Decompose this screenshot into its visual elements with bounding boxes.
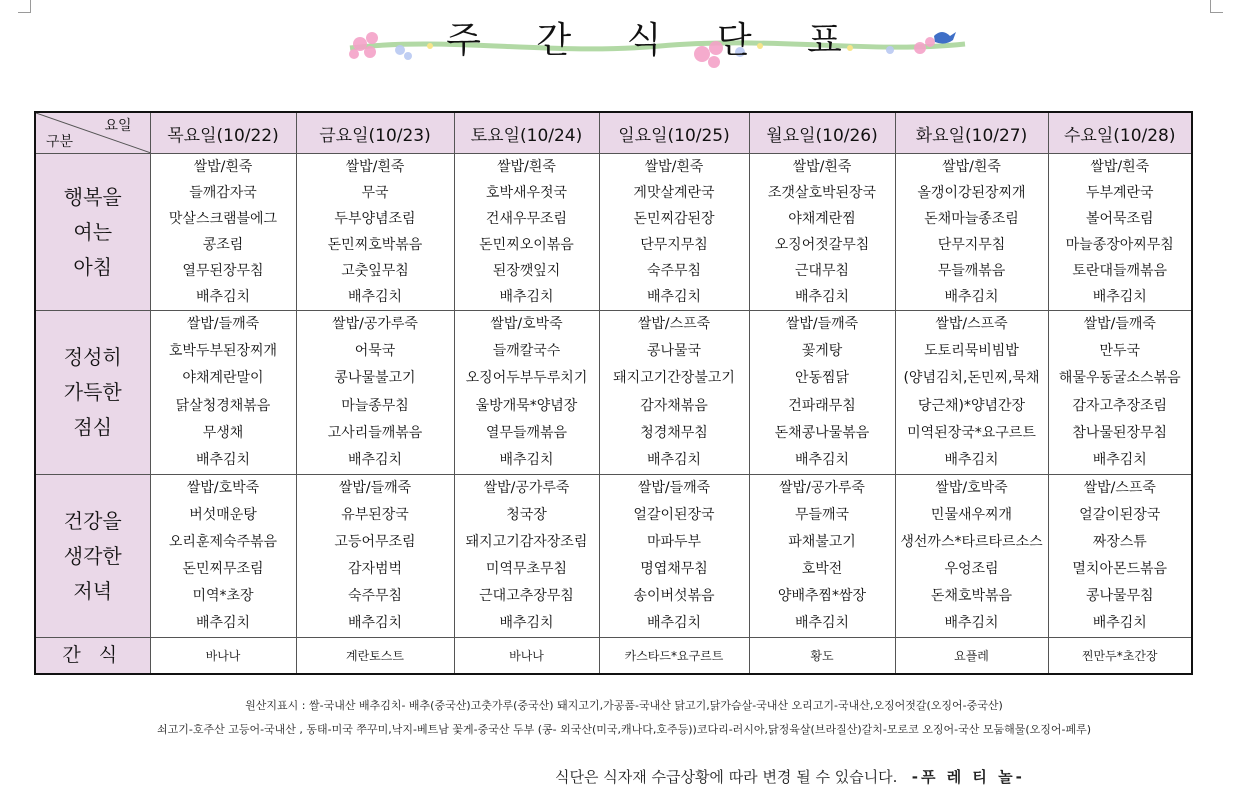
menu-item: 두부양념조림 xyxy=(334,211,416,227)
snack-item: 바나나 xyxy=(150,638,296,675)
menu-item: 건파래무침 xyxy=(788,397,856,414)
menu-item: 미역무초무침 xyxy=(485,561,568,578)
menu-cell xyxy=(296,311,454,475)
menu-item: 볼어묵조림 xyxy=(1085,211,1154,227)
menu-item: 청국장 xyxy=(506,507,547,524)
menu-item: 돈민찌오이볶음 xyxy=(479,237,574,253)
menu-item: 근대무침 xyxy=(794,263,850,279)
menu-cell xyxy=(895,475,1048,638)
snack-item: 찐만두*초간장 xyxy=(1048,638,1192,675)
menu-cell xyxy=(599,311,749,475)
snack-item: 황도 xyxy=(749,638,895,675)
meal-label-line: 저녁 xyxy=(73,578,113,603)
menu-item: 무들깨볶음 xyxy=(937,263,1006,279)
menu-item: 오징어젓갈무침 xyxy=(774,237,870,253)
menu-item: 열무된장무침 xyxy=(182,263,264,279)
menu-item: 감자범벅 xyxy=(347,561,403,578)
menu-cell xyxy=(150,311,296,475)
menu-item: 양배추찜*쌈장 xyxy=(777,588,867,605)
menu-item: 참나물된장무침 xyxy=(1072,424,1168,441)
menu-item: 마늘종장아찌무침 xyxy=(1065,237,1174,253)
menu-item: 쌀밥/흰죽 xyxy=(1090,159,1150,175)
menu-item: 배추김치 xyxy=(794,451,850,468)
menu-item: 무들깨국 xyxy=(794,507,850,524)
menu-item: 호박새우젓국 xyxy=(485,185,568,201)
menu-item: 짜장스튜 xyxy=(1092,534,1147,551)
title-banner xyxy=(330,6,980,68)
menu-item: 쌀밥/흰죽 xyxy=(497,159,556,175)
menu-item: 쌀밥/호박죽 xyxy=(935,480,1008,497)
menu-item: 버섯매운탕 xyxy=(189,507,257,524)
menu-item: 울방개묵*양념장 xyxy=(475,397,578,414)
menu-cell xyxy=(296,475,454,638)
menu-item: 쌀밥/공가루죽 xyxy=(332,316,418,332)
menu-item: 고춧잎무침 xyxy=(341,263,409,279)
footer-text: 식단은 식자재 수급상황에 따라 변경 될 수 있습니다. xyxy=(555,768,898,786)
origin-notes xyxy=(0,694,1248,742)
menu-item: 배추김치 xyxy=(646,289,702,305)
menu-cell xyxy=(296,154,454,311)
menu-item: 콩나물무침 xyxy=(1085,588,1154,605)
menu-item: 호박두부된장찌개 xyxy=(168,343,278,360)
menu-item: 배추김치 xyxy=(499,289,554,305)
day-header: 수요일(10/28) xyxy=(1048,112,1192,154)
meal-label-line: 가득한 xyxy=(63,380,122,405)
menu-item: 열무들깨볶음 xyxy=(485,424,568,441)
menu-cell xyxy=(895,311,1048,475)
menu-cell xyxy=(1048,154,1192,311)
menu-item: 안동찜닭 xyxy=(794,370,850,387)
menu-item: 오리훈제숙주볶음 xyxy=(168,534,278,551)
menu-item: 숙주무침 xyxy=(347,588,403,605)
snack-label: 간 식 xyxy=(35,638,150,675)
menu-item: 얼갈이된장국 xyxy=(633,507,715,524)
menu-item: 배추김치 xyxy=(195,289,251,305)
menu-item: 쌀밥/들깨죽 xyxy=(338,480,412,497)
corner-mark-top-right xyxy=(1210,0,1223,13)
header-row xyxy=(35,112,1192,154)
meal-label-line: 정성히 xyxy=(63,345,122,370)
menu-item: 배추김치 xyxy=(347,289,403,305)
menu-item: 들깨감자국 xyxy=(189,185,257,201)
menu-item: 무국 xyxy=(361,185,389,201)
menu-item: 닭살청경채볶음 xyxy=(175,397,271,414)
menu-item: 쌀밥/흰죽 xyxy=(193,159,253,175)
menu-item: 쌀밥/들깨죽 xyxy=(637,480,711,497)
menu-item: 생선까스*타르타르소스 xyxy=(900,534,1043,551)
menu-cell xyxy=(1048,475,1192,638)
menu-item: 돈민찌호박볶음 xyxy=(327,237,423,253)
menu-item: 고사리들깨볶음 xyxy=(327,424,423,441)
menu-item: 감자채볶음 xyxy=(640,397,708,414)
menu-item: 된장깻잎지 xyxy=(492,263,561,279)
menu-item: 민물새우찌개 xyxy=(930,507,1013,524)
snack-item: 바나나 xyxy=(454,638,599,675)
menu-item: 돈채호박볶음 xyxy=(930,588,1013,605)
menu-item: 청경채무침 xyxy=(640,424,708,441)
menu-item: 마늘종무침 xyxy=(341,397,409,414)
meal-label xyxy=(35,154,150,311)
menu-item: 돈민찌감된장 xyxy=(633,211,715,227)
snack-row xyxy=(35,638,1192,675)
breakfast-row xyxy=(35,154,1192,311)
menu-cell xyxy=(895,154,1048,311)
menu-item: 쌀밥/스프죽 xyxy=(1083,480,1156,497)
menu-item: 콩나물국 xyxy=(646,343,702,360)
menu-item: 멸치아몬드볶음 xyxy=(1072,561,1168,578)
menu-item: 배추김치 xyxy=(1092,615,1147,632)
menu-item: 배추김치 xyxy=(347,615,403,632)
menu-item: 돼지고기간장불고기 xyxy=(613,370,735,387)
menu-item: 미역된장국*요구르트 xyxy=(907,424,1036,441)
menu-item: 해물우동굴소스볶음 xyxy=(1058,370,1181,387)
menu-cell xyxy=(150,154,296,311)
menu-item: 호박전 xyxy=(801,561,843,578)
menu-item: 오징어두부두루치기 xyxy=(465,370,588,387)
day-header: 목요일(10/22) xyxy=(150,112,296,154)
dinner-row xyxy=(35,475,1192,638)
menu-item: 감자고추장조림 xyxy=(1072,397,1168,414)
menu-item: 돈민찌무조림 xyxy=(182,561,264,578)
menu-cell xyxy=(599,475,749,638)
weekly-menu-table xyxy=(34,111,1193,675)
menu-item: 쌀밥/공가루죽 xyxy=(779,480,865,497)
menu-item: 쌀밥/스프죽 xyxy=(637,316,711,332)
menu-item: 당근채)*양념간장 xyxy=(917,397,1026,414)
menu-item: 배추김치 xyxy=(1092,289,1147,305)
menu-item: 돈채콩나물볶음 xyxy=(774,424,870,441)
menu-item: 쌀밥/호박죽 xyxy=(186,480,260,497)
origin-note-line: 원산지표시 : 쌀-국내산 배추김치- 배추(중국산)고춧가루(중국산) 돼지고기,가공품-국내산 닭고기,닭가슴살-국내산 오리고기-국내산,오징어젓갈(오징어-중국산) xyxy=(245,699,1003,712)
menu-item: 배추김치 xyxy=(646,615,702,632)
menu-cell xyxy=(150,475,296,638)
menu-item: 단무지무침 xyxy=(640,237,708,253)
menu-item: 숙주무침 xyxy=(646,263,702,279)
meal-label-line: 아침 xyxy=(73,254,113,279)
footer-notice xyxy=(555,766,1025,787)
origin-note-line: 쇠고기-호주산 고등어-국내산 , 동태-미국 쭈꾸미,낙지-베트남 꽃게-중국산 두부 (콩- 외국산(미국,캐나다,호주등))코다리-러시아,닭정육살(브라질산)갈치-모로코 오징어-국산 모둠해물(오징어-페루) xyxy=(156,723,1092,736)
menu-item: 도토리묵비빔밥 xyxy=(924,343,1019,360)
menu-cell xyxy=(749,154,895,311)
meal-label xyxy=(35,311,150,475)
day-header: 월요일(10/26) xyxy=(749,112,895,154)
menu-item: 어묵국 xyxy=(354,343,396,360)
menu-item: 배추김치 xyxy=(944,615,999,632)
menu-item: 들깨칼국수 xyxy=(492,343,561,360)
snack-item: 요플레 xyxy=(895,638,1048,675)
menu-item: 명엽채무침 xyxy=(640,561,708,578)
menu-item: 쌀밥/흰죽 xyxy=(942,159,1001,175)
menu-item: 배추김치 xyxy=(347,451,403,468)
meal-label-line: 건강을 xyxy=(63,508,122,533)
menu-cell xyxy=(599,154,749,311)
menu-item: (양념김치,돈민찌,묵채 xyxy=(903,370,1040,387)
snack-item: 계란토스트 xyxy=(296,638,454,675)
menu-item: 배추김치 xyxy=(195,451,251,468)
menu-item: 배추김치 xyxy=(794,289,850,305)
meal-label-line: 행복을 xyxy=(63,184,122,209)
menu-item: 우엉조림 xyxy=(944,561,999,578)
menu-item: 돈채마늘종조림 xyxy=(924,211,1019,227)
menu-item: 근대고추장무침 xyxy=(479,588,574,605)
menu-item: 게맛살계란국 xyxy=(633,185,715,201)
menu-item: 건새우무조림 xyxy=(485,211,568,227)
menu-item: 파채불고기 xyxy=(788,534,856,551)
menu-item: 올갱이강된장찌개 xyxy=(917,185,1026,201)
menu-item: 두부계란국 xyxy=(1085,185,1154,201)
menu-cell xyxy=(749,311,895,475)
menu-item: 돼지고기감자장조림 xyxy=(465,534,588,551)
lunch-row xyxy=(35,311,1192,475)
menu-cell xyxy=(454,311,599,475)
corner-label-day: 요일 xyxy=(104,118,132,134)
menu-item: 배추김치 xyxy=(499,451,554,468)
menu-item: 쌀밥/호박죽 xyxy=(490,316,563,332)
meal-label xyxy=(35,475,150,638)
menu-item: 쌀밥/들깨죽 xyxy=(186,316,260,332)
menu-item: 송이버섯볶음 xyxy=(633,588,715,605)
day-header: 토요일(10/24) xyxy=(454,112,599,154)
corner-cell xyxy=(35,112,150,154)
menu-item: 무생채 xyxy=(202,424,244,441)
menu-item: 유부된장국 xyxy=(341,507,409,524)
menu-item: 콩나물불고기 xyxy=(334,370,416,387)
menu-item: 토란대들깨볶음 xyxy=(1072,263,1168,279)
menu-item: 쌀밥/흰죽 xyxy=(792,159,852,175)
menu-item: 야채계란찜 xyxy=(788,211,856,227)
day-header: 화요일(10/27) xyxy=(895,112,1048,154)
day-header: 금요일(10/23) xyxy=(296,112,454,154)
meal-label-line: 여는 xyxy=(73,219,113,244)
meal-label-line: 점심 xyxy=(73,415,113,440)
menu-item: 배추김치 xyxy=(1092,451,1147,468)
snack-item: 카스타드*요구르트 xyxy=(599,638,749,675)
menu-cell xyxy=(454,154,599,311)
menu-item: 얼갈이된장국 xyxy=(1079,507,1161,524)
menu-item: 고등어무조림 xyxy=(334,534,416,551)
menu-item: 마파두부 xyxy=(646,534,702,551)
menu-item: 쌀밥/들깨죽 xyxy=(785,316,859,332)
menu-item: 콩조림 xyxy=(202,237,244,253)
menu-item: 꽃게탕 xyxy=(801,343,843,360)
page-title: 주 간 식 단 표 xyxy=(446,20,864,61)
day-header: 일요일(10/25) xyxy=(599,112,749,154)
menu-item: 단무지무침 xyxy=(937,237,1006,253)
menu-cell xyxy=(749,475,895,638)
menu-item: 배추김치 xyxy=(944,289,999,305)
menu-item: 배추김치 xyxy=(794,615,850,632)
menu-cell xyxy=(454,475,599,638)
menu-item: 배추김치 xyxy=(195,615,251,632)
menu-item: 배추김치 xyxy=(646,451,702,468)
menu-item: 쌀밥/공가루죽 xyxy=(483,480,570,497)
meal-label-line: 생각한 xyxy=(63,543,122,568)
menu-item: 쌀밥/흰죽 xyxy=(345,159,405,175)
menu-item: 쌀밥/들깨죽 xyxy=(1083,316,1156,332)
menu-item: 맛살스크램블에그 xyxy=(168,211,278,227)
menu-item: 조갯살호박된장국 xyxy=(767,185,877,201)
menu-cell xyxy=(1048,311,1192,475)
corner-mark-top-left xyxy=(18,0,31,13)
menu-item: 쌀밥/스프죽 xyxy=(935,316,1008,332)
menu-item: 야채계란말이 xyxy=(182,370,264,387)
menu-item: 배추김치 xyxy=(499,615,554,632)
menu-item: 쌀밥/흰죽 xyxy=(644,159,704,175)
menu-item: 미역*초장 xyxy=(192,588,254,605)
corner-label-category: 구분 xyxy=(46,134,74,150)
menu-item: 배추김치 xyxy=(944,451,999,468)
menu-item: 만두국 xyxy=(1099,343,1141,360)
footer-brand: -푸 레 티 놀- xyxy=(911,768,1025,786)
